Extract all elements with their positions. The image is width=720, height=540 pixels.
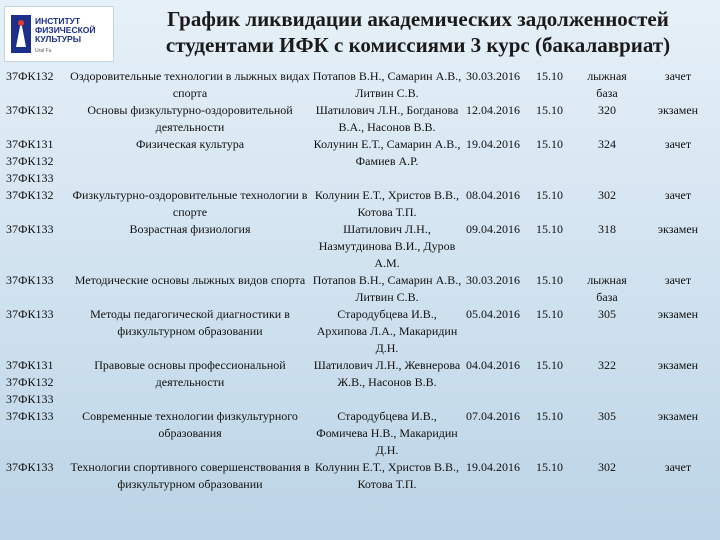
exam-date: 04.04.2016 [466,358,520,372]
exam-date: 30.03.2016 [466,69,520,83]
group-code: 37ФК132 [6,103,54,117]
assessment-type: зачет [664,460,692,474]
exam-room: 305 [598,409,616,423]
commission-members: Шатилович Л.Н., Назмутдинова В.И., Дуров А.М. [318,222,456,270]
assessment-type: экзамен [657,307,699,321]
exam-room: лыжная база [587,273,627,304]
assessment-type: экзамен [657,409,699,423]
group-code: 37ФК133 [6,273,54,287]
exam-date: 19.04.2016 [466,460,520,474]
assessment-type: экзамен [657,358,699,372]
group-code: 37ФК131 37ФК132 37ФК133 [6,358,54,406]
exam-time: 15.10 [536,222,563,236]
exam-room: 302 [598,460,616,474]
exam-date: 19.04.2016 [466,137,520,151]
exam-date: 30.03.2016 [466,273,520,287]
exam-room: 320 [598,103,616,117]
subject-name: Технологии спортивного совершенствования в физкультурном образовании [70,460,310,491]
exam-time: 15.10 [536,103,563,117]
subject-name: Современные технологии физкультурного образования [82,409,298,440]
exam-time: 15.10 [536,137,563,151]
exam-time: 15.10 [536,273,563,287]
institute-logo [4,6,114,62]
commission-members: Потапов В.Н., Самарин А.В., Литвин С.В. [312,69,462,100]
group-code: 37ФК131 37ФК132 37ФК133 [6,137,54,185]
exam-date: 12.04.2016 [466,103,520,117]
logo-emblem-icon [9,13,33,55]
subject-name: Оздоровительные технологии в лыжных видах спорта [70,69,310,100]
subject-name: Физическая культура [135,137,245,151]
exam-date: 05.04.2016 [466,307,520,321]
exam-room: лыжная база [587,69,627,100]
exam-time: 15.10 [536,460,563,474]
subject-name: Физкультурно-оздоровительные технологии в спорте [72,188,308,219]
exam-date: 09.04.2016 [466,222,520,236]
commission-members: Стародубцева И.В., Фомичева Н.В., Макаридин Д.Н. [316,409,458,457]
exam-time: 15.10 [536,358,563,372]
group-code: 37ФК133 [6,460,54,474]
assessment-type: экзамен [657,103,699,117]
commission-members: Шатилович Л.Н., Жевнерова Ж.В., Насонов В.В. [313,358,461,389]
page-title: График ликвидации академических задолженностей студентами ИФК с комиссиями 3 курс (бакалавриат) [165,7,671,57]
subject-name: Методы педагогической диагностики в физкультурном образовании [90,307,290,338]
group-code: 37ФК132 [6,69,54,83]
subject-name: Возрастная физиология [129,222,251,236]
group-code: 37ФК133 [6,409,54,423]
exam-date: 08.04.2016 [466,188,520,202]
exam-date: 07.04.2016 [466,409,520,423]
exam-room: 324 [598,137,616,151]
exam-room: 302 [598,188,616,202]
logo-line-1: ИНСТИТУТ [35,16,81,26]
exam-time: 15.10 [536,409,563,423]
group-code: 37ФК133 [6,222,54,236]
group-code: 37ФК133 [6,307,54,321]
commission-members: Потапов В.Н., Самарин А.В., Литвин С.В. [312,273,462,304]
commission-members: Колунин Е.Т., Христов В.В., Котова Т.П. [314,460,460,491]
assessment-type: зачет [664,188,692,202]
schedule-table [6,68,718,493]
commission-members: Стародубцева И.В., Архипова Л.А., Макаридин Д.Н. [316,307,458,355]
assessment-type: экзамен [657,222,699,236]
assessment-type: зачет [664,273,692,287]
commission-members: Колунин Е.Т., Самарин А.В., Фамиев А.Р. [313,137,461,168]
group-code: 37ФК132 [6,188,54,202]
logo-line-3: КУЛЬТУРЫ [35,34,82,44]
assessment-type: зачет [664,137,692,151]
subject-name: Основы физкультурно-оздоровительной деятельности [87,103,293,134]
logo-small-text: Ural Fu [35,48,52,54]
subject-name: Правовые основы профессиональной деятельности [94,358,286,389]
exam-room: 322 [598,358,616,372]
exam-time: 15.10 [536,188,563,202]
exam-time: 15.10 [536,307,563,321]
exam-room: 318 [598,222,616,236]
commission-members: Колунин Е.Т., Христов В.В., Котова Т.П. [314,188,460,219]
subject-name: Методические основы лыжных видов спорта [74,273,306,287]
commission-members: Шатилович Л.Н., Богданова В.А., Насонов В.В. [315,103,459,134]
exam-time: 15.10 [536,69,563,83]
exam-room: 305 [598,307,616,321]
assessment-type: зачет [664,69,692,83]
logo-line-2: ФИЗИЧЕСКОЙ [35,25,96,35]
